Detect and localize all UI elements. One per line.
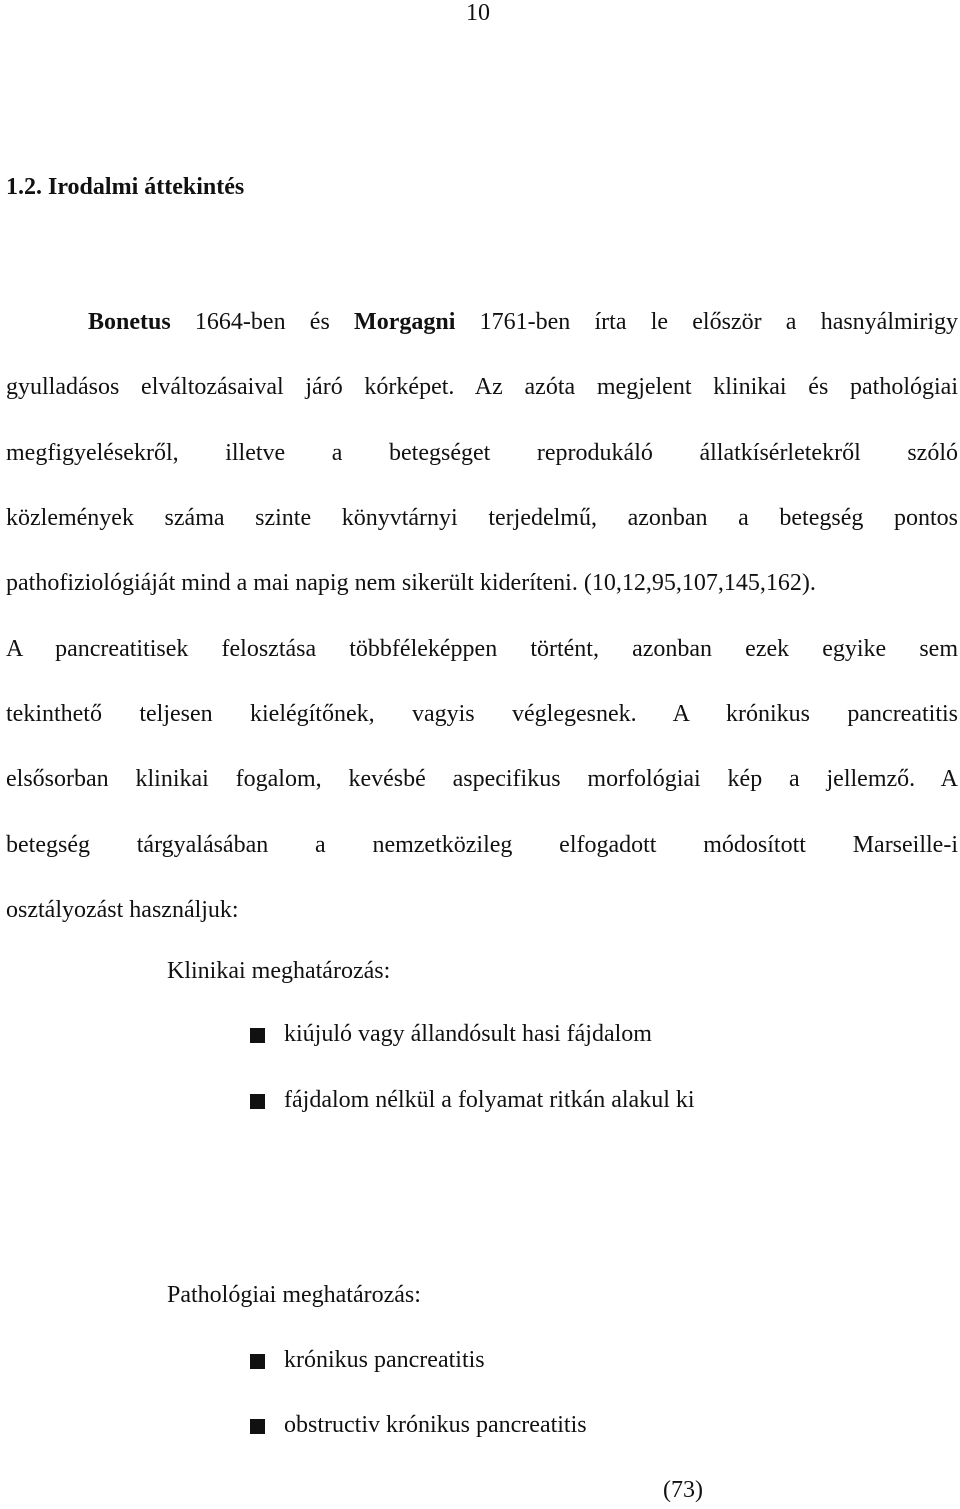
- black-square-bullet-icon: [250, 1094, 265, 1109]
- clinical-definition-label: Klinikai meghatározás:: [167, 958, 391, 984]
- paragraph-line-9: betegség tárgyalásában a nemzetközileg elfogadott módosított Marseille-i: [6, 832, 958, 858]
- citation-footnote: (73): [663, 1477, 703, 1503]
- list-item-text: krónikus pancreatitis: [284, 1347, 485, 1373]
- paragraph-line-3: megfigyelésekről, illetve a betegséget reprodukáló állatkísérletekről szóló: [6, 440, 958, 466]
- paragraph-text: 1761-ben írta le először a hasnyálmirigy: [455, 309, 959, 335]
- author-name-bonetus: Bonetus: [88, 309, 171, 335]
- pathological-list-item: [250, 1347, 485, 1374]
- clinical-list-item: [250, 1021, 652, 1048]
- paragraph-line-10: osztályozást használjuk:: [6, 897, 239, 923]
- list-item-text: kiújuló vagy állandósult hasi fájdalom: [284, 1021, 652, 1047]
- paragraph-line-8: elsősorban klinikai fogalom, kevésbé aspecifikus morfológiai kép a jellemző. A: [6, 766, 958, 792]
- paragraph-line-5: pathofiziológiáját mind a mai napig nem sikerült kideríteni. (10,12,95,107,145,162).: [6, 570, 816, 596]
- black-square-bullet-icon: [250, 1419, 265, 1434]
- black-square-bullet-icon: [250, 1028, 265, 1043]
- paragraph-text: 1664-ben és: [170, 309, 355, 335]
- paragraph-line-1: [88, 305, 958, 339]
- paragraph-line-6: A pancreatitisek felosztása többféleképpen történt, azonban ezek egyike sem: [6, 636, 958, 662]
- clinical-list-item: [250, 1087, 695, 1114]
- paragraph-line-7: tekinthető teljesen kielégítőnek, vagyis véglegesnek. A krónikus pancreatitis: [6, 701, 958, 727]
- pathological-list-item: [250, 1412, 587, 1439]
- author-name-morgagni: Morgagni: [354, 309, 456, 335]
- section-heading: 1.2. Irodalmi áttekintés: [6, 174, 245, 200]
- list-item-text: fájdalom nélkül a folyamat ritkán alakul ki: [284, 1087, 695, 1113]
- black-square-bullet-icon: [250, 1354, 265, 1369]
- paragraph-line-2: gyulladásos elváltozásaival járó kórképet. Az azóta megjelent klinikai és pathológiai: [6, 374, 958, 400]
- paragraph-line-4: közlemények száma szinte könyvtárnyi terjedelmű, azonban a betegség pontos: [6, 505, 958, 531]
- page-number: 10: [466, 0, 490, 26]
- list-item-text: obstructiv krónikus pancreatitis: [284, 1412, 587, 1438]
- pathological-definition-label: Pathológiai meghatározás:: [167, 1282, 421, 1308]
